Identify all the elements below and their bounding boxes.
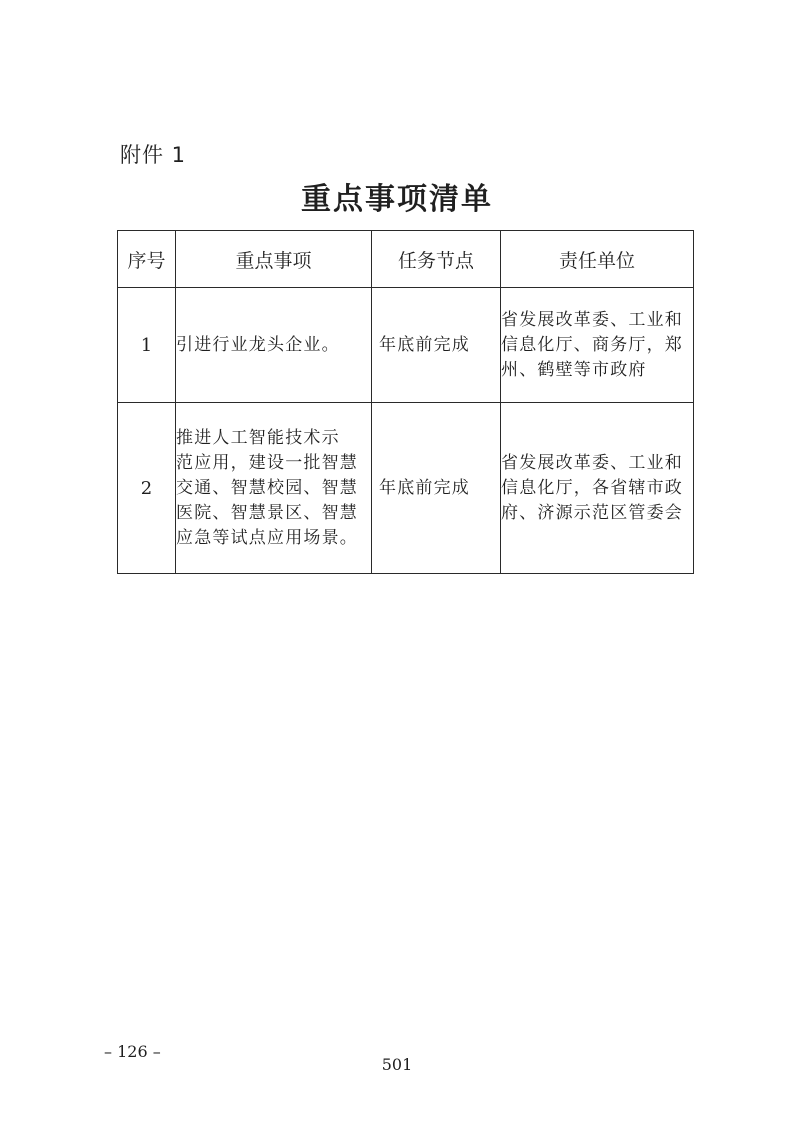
- item-line: 医院、智慧景区、智慧: [176, 502, 358, 523]
- responsible-line: 信息化厅、商务厅，郑: [501, 334, 683, 355]
- deadline-cell: 年底前完成: [372, 288, 501, 403]
- header-cell-item: 重点事项: [176, 231, 372, 288]
- item-line: 推进人工智能技术示: [176, 427, 340, 448]
- responsible-line: 信息化厅，各省辖市政: [501, 477, 683, 498]
- table-row: [118, 403, 694, 574]
- responsible-line: 省发展改革委、工业和: [501, 309, 683, 330]
- header-cell-deadline: 任务节点: [372, 231, 501, 288]
- responsible-cell: [501, 403, 694, 574]
- item-line: 应急等试点应用场景。: [176, 527, 358, 548]
- item-line: 交通、智慧校园、智慧: [176, 477, 358, 498]
- item-cell: [176, 403, 372, 574]
- table-row: [118, 288, 694, 403]
- item-line: 引进行业龙头企业。: [176, 334, 340, 355]
- key-items-table: [117, 230, 694, 574]
- document-title: 重点事项清单: [301, 182, 493, 217]
- row-number: 1: [118, 288, 176, 403]
- responsible-line: 州、鹤壁等市政府: [501, 359, 647, 380]
- responsible-cell: [501, 288, 694, 403]
- deadline-cell: 年底前完成: [372, 403, 501, 574]
- page-number: 501: [381, 1055, 413, 1074]
- header-cell-responsible: 责任单位: [501, 231, 694, 288]
- item-line: 范应用，建设一批智慧: [176, 452, 358, 473]
- item-cell: [176, 288, 372, 403]
- responsible-line: 府、济源示范区管委会: [501, 502, 683, 523]
- row-number: 2: [118, 403, 176, 574]
- page-marker: – 126 –: [104, 1042, 161, 1061]
- header-cell-number: 序号: [118, 231, 176, 288]
- table-header-row: [118, 231, 694, 288]
- attachment-label: 附件 1: [120, 143, 187, 167]
- responsible-line: 省发展改革委、工业和: [501, 452, 683, 473]
